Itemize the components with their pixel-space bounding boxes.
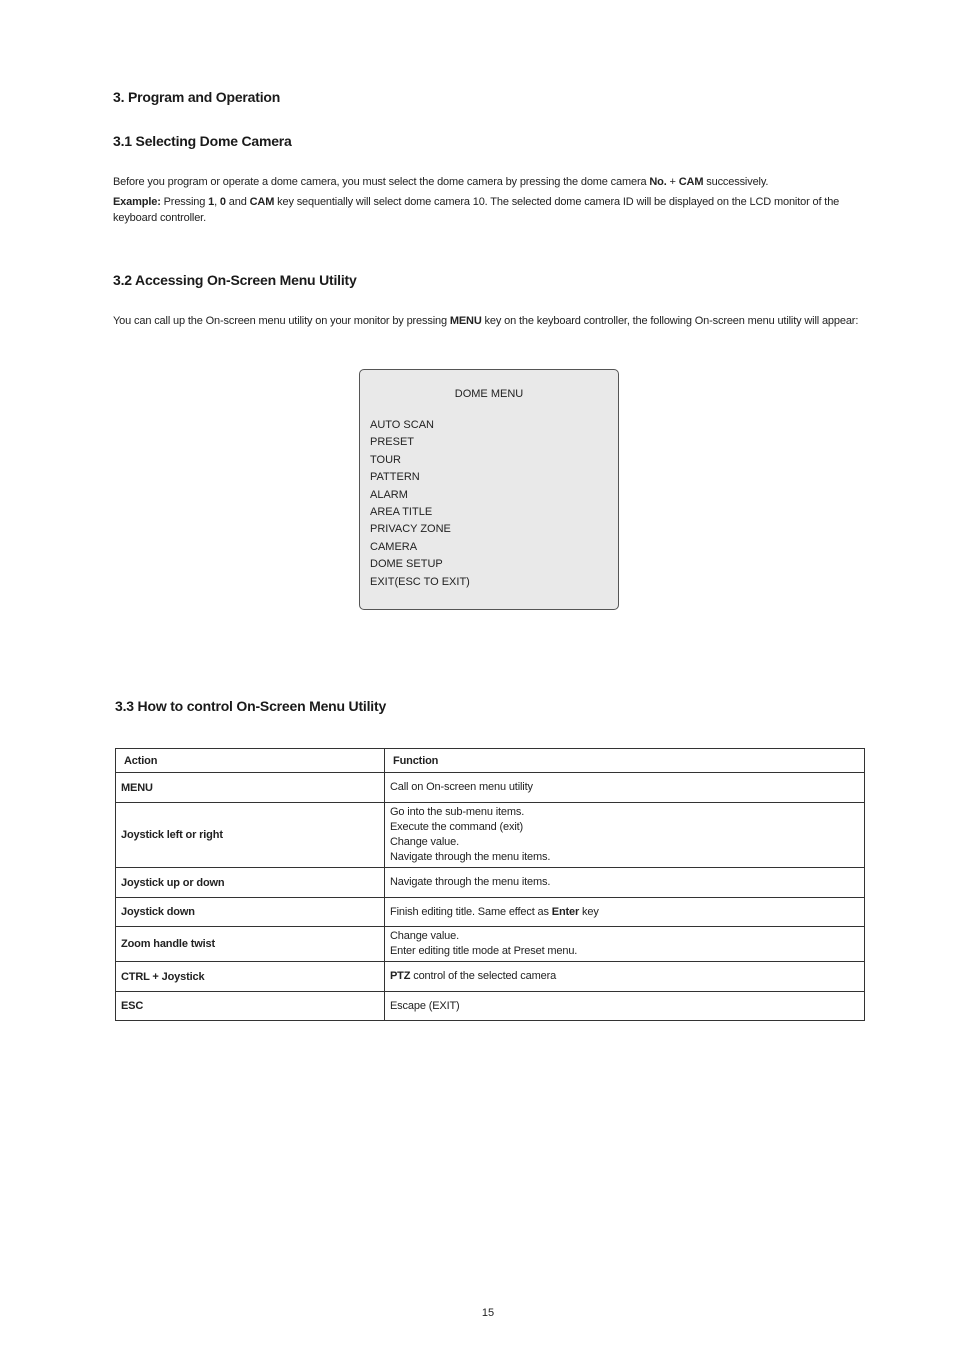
- function-line: [390, 780, 859, 795]
- function-text: Enter editing title mode at Preset menu.: [390, 945, 578, 957]
- function-text: Navigate through the menu items.: [390, 851, 551, 863]
- dome-menu-item: DOME SETUP: [370, 558, 443, 571]
- key-menu: MENU: [449, 315, 482, 327]
- paragraph-select-dome: [113, 174, 873, 190]
- function-line: [390, 905, 859, 920]
- control-table: [115, 748, 865, 1021]
- function-line: [390, 929, 859, 944]
- table-row: [116, 773, 865, 803]
- heading-3-1: 3.1 Selecting Dome Camera: [113, 133, 292, 149]
- key-cam: CAM: [249, 196, 275, 208]
- function-bold-text: Enter: [551, 905, 580, 918]
- function-line: [390, 875, 859, 890]
- table-row: [116, 992, 865, 1021]
- key-cam: CAM: [678, 176, 704, 188]
- dome-menu-item: AREA TITLE: [370, 505, 433, 518]
- action-cell: ESC: [116, 992, 385, 1021]
- text: Before you program or operate a dome camera, you must select the dome camera by pressing the dome camera: [113, 176, 650, 188]
- table-row: [116, 898, 865, 927]
- dome-menu-item: PRESET: [370, 436, 415, 449]
- table-row: [116, 803, 865, 868]
- table-header-row: [116, 749, 865, 773]
- function-text: key: [579, 905, 599, 918]
- column-header-function: Function: [385, 749, 865, 773]
- dome-menu-list: [370, 417, 470, 591]
- function-line: [390, 969, 859, 984]
- example-label: Example:: [113, 196, 161, 208]
- function-cell: [385, 898, 865, 927]
- function-cell: [385, 962, 865, 992]
- table-row: [116, 962, 865, 992]
- page-number: 15: [481, 1307, 495, 1319]
- paragraph-access-menu: [113, 313, 893, 329]
- text: ,: [214, 196, 220, 208]
- column-header-action: Action: [116, 749, 385, 773]
- table-row: [116, 868, 865, 898]
- dome-menu-item: TOUR: [370, 453, 401, 466]
- function-cell: [385, 803, 865, 868]
- paragraph-example: [113, 194, 848, 226]
- text: key on the keyboard controller, the following On-screen menu utility will appear:: [481, 315, 859, 327]
- dome-menu-item: PATTERN: [370, 471, 420, 484]
- text: +: [666, 176, 679, 188]
- function-text: Go into the sub-menu items.: [390, 806, 525, 818]
- function-line: [390, 820, 859, 835]
- text: You can call up the On-screen menu utility on your monitor by pressing: [113, 315, 450, 327]
- text: key sequentially will select dome camera 10. The selected dome camera ID will be displayed on the LCD monitor of the keyboard controller.: [113, 196, 840, 224]
- key-1: 1: [208, 196, 215, 208]
- table-row: [116, 927, 865, 962]
- text: and: [225, 196, 250, 208]
- function-text: Escape (EXIT): [390, 999, 460, 1012]
- section-title: 3. Program and Operation: [113, 89, 281, 105]
- function-cell: [385, 773, 865, 803]
- action-cell: MENU: [116, 773, 385, 803]
- function-line: [390, 805, 859, 820]
- action-cell: CTRL + Joystick: [116, 962, 385, 992]
- function-line: [390, 944, 859, 959]
- function-cell: [385, 992, 865, 1021]
- function-text: Navigate through the menu items.: [390, 876, 551, 888]
- dome-menu-item: EXIT(ESC TO EXIT): [370, 575, 470, 588]
- action-cell: Joystick left or right: [116, 803, 385, 868]
- dome-menu-title: DOME MENU: [454, 388, 524, 400]
- dome-menu-panel: [359, 369, 619, 610]
- key-no: No.: [649, 176, 667, 188]
- function-line: [390, 850, 859, 865]
- action-cell: Joystick up or down: [116, 868, 385, 898]
- key-0: 0: [219, 196, 226, 208]
- table-body: [116, 773, 865, 1021]
- dome-menu-item: CAMERA: [370, 540, 418, 553]
- dome-menu-item: AUTO SCAN: [370, 419, 434, 431]
- action-cell: Zoom handle twist: [116, 927, 385, 962]
- dome-menu-item: PRIVACY ZONE: [370, 523, 451, 536]
- action-cell: Joystick down: [116, 898, 385, 927]
- function-line: [390, 999, 859, 1014]
- function-cell: [385, 927, 865, 962]
- function-line: [390, 835, 859, 850]
- function-text: Call on On-screen menu utility: [390, 781, 533, 793]
- text: Pressing: [160, 196, 209, 208]
- function-text: Change value.: [390, 930, 459, 942]
- function-text: control of the selected camera: [410, 970, 557, 982]
- function-text: Change value.: [390, 836, 459, 848]
- text: successively.: [703, 176, 769, 188]
- heading-3-2: 3.2 Accessing On-Screen Menu Utility: [113, 272, 357, 288]
- heading-3-3: 3.3 How to control On-Screen Menu Utility: [115, 698, 387, 714]
- function-text: Finish editing title. Same effect as: [390, 905, 552, 918]
- function-cell: [385, 868, 865, 898]
- function-bold-text: PTZ: [390, 970, 411, 982]
- function-text: Execute the command (exit): [390, 821, 524, 833]
- dome-menu-item: ALARM: [370, 488, 408, 501]
